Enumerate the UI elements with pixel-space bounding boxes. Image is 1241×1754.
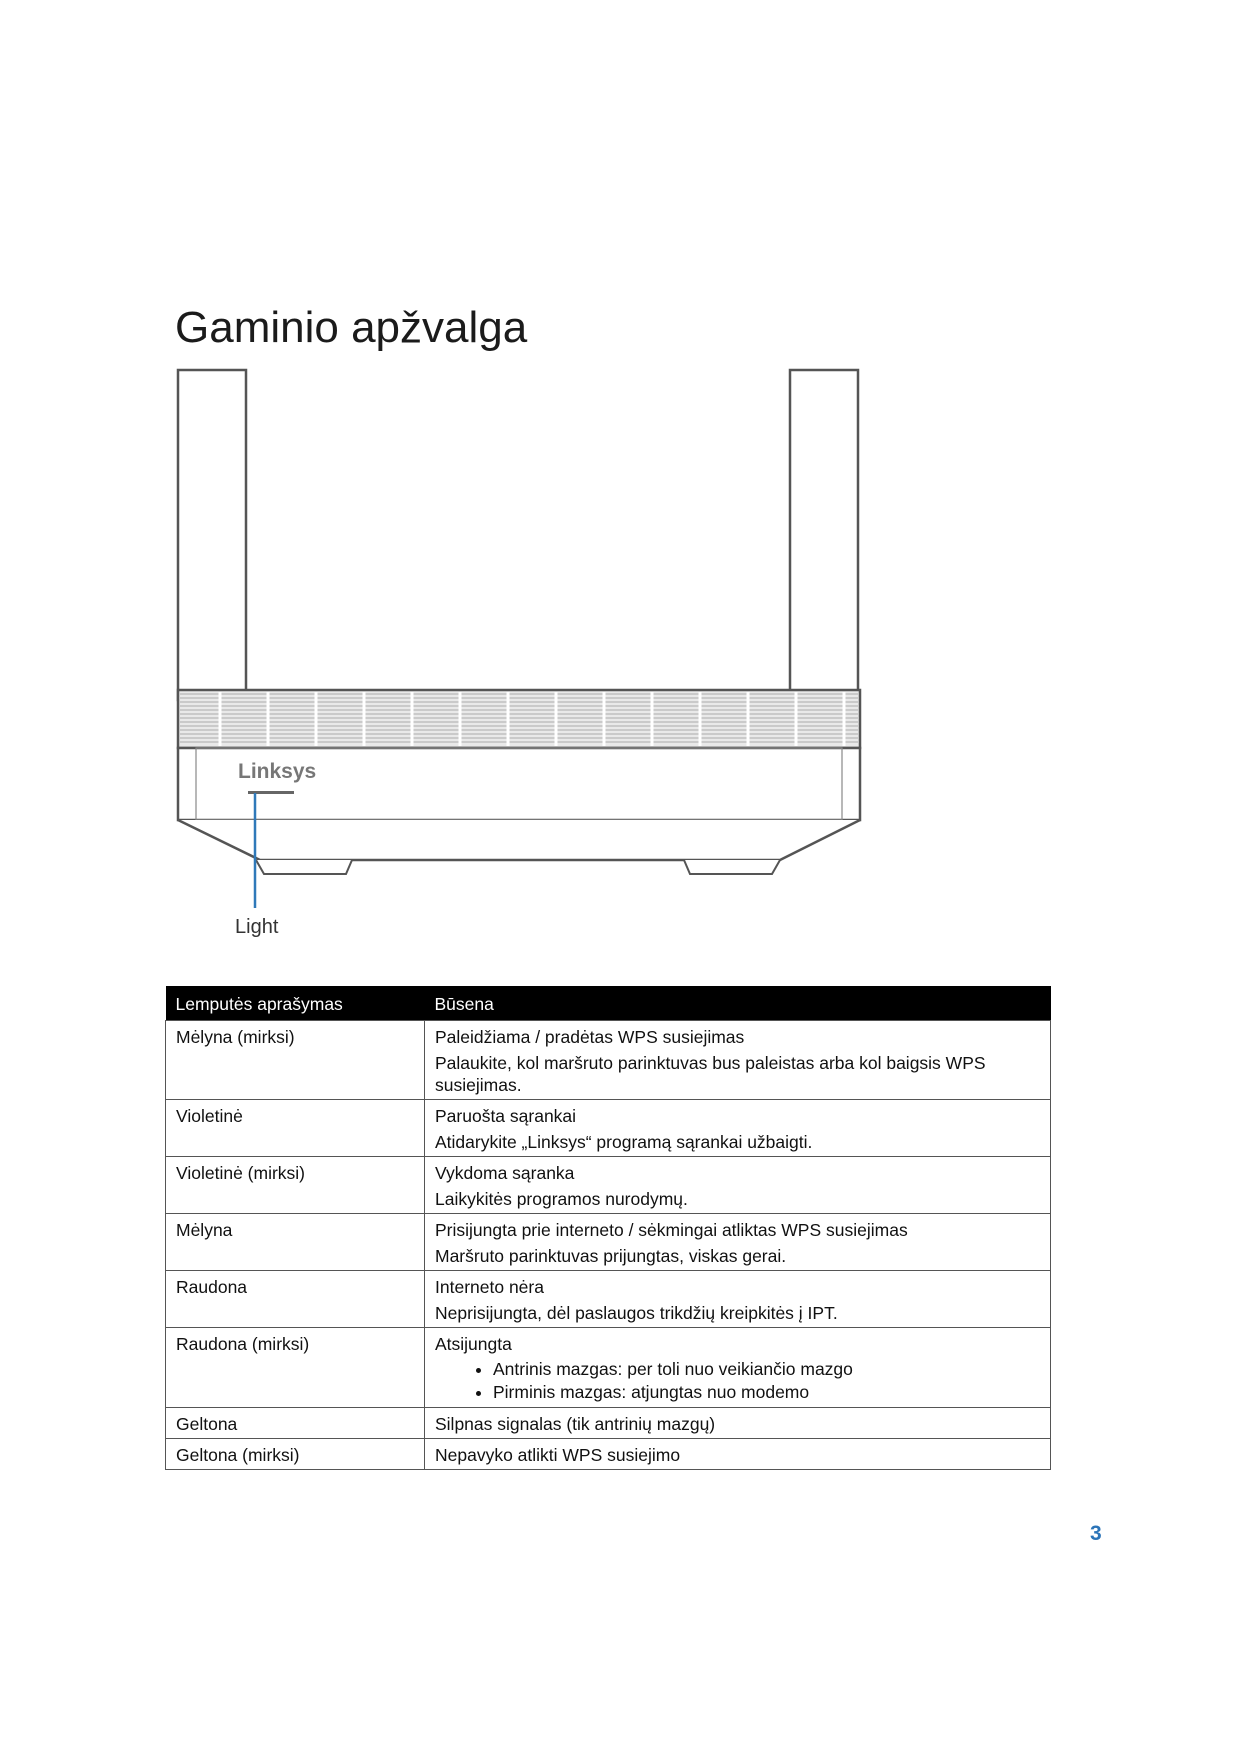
status-text: Silpnas signalas (tik antrinių mazgų) bbox=[435, 1414, 716, 1434]
status-detail: Maršruto parinktuvas prijungtas, viskas gerai. bbox=[435, 1246, 787, 1266]
led-status bbox=[425, 1157, 1051, 1214]
page-title: Gaminio apžvalga bbox=[175, 303, 528, 352]
status-text: Vykdoma sąranka bbox=[435, 1163, 575, 1183]
led-name: Violetinė bbox=[166, 1100, 425, 1157]
router-illustration bbox=[160, 360, 1220, 940]
led-status bbox=[425, 1021, 1051, 1100]
led-status bbox=[425, 1100, 1051, 1157]
header-status: Būsena bbox=[425, 986, 1051, 1021]
led-name: Geltona (mirksi) bbox=[166, 1439, 425, 1470]
status-text: Paruošta sąrankai bbox=[435, 1106, 577, 1126]
led-status bbox=[425, 1439, 1051, 1470]
table-row bbox=[166, 1439, 1051, 1470]
status-text: Nepavyko atlikti WPS susiejimo bbox=[435, 1445, 681, 1465]
status-text: Prisijungta prie interneto / sėkmingai atliktas WPS susiejimas bbox=[435, 1220, 908, 1240]
status-detail: Neprisijungta, dėl paslaugos trikdžių kreipkitės į IPT. bbox=[435, 1303, 838, 1323]
left-antenna bbox=[178, 370, 246, 700]
table-row bbox=[166, 1214, 1051, 1271]
page-number: 3 bbox=[1090, 1522, 1102, 1545]
router-body bbox=[178, 748, 860, 820]
status-detail: Laikykitės programos nurodymų. bbox=[435, 1189, 688, 1209]
led-name: Geltona bbox=[166, 1408, 425, 1439]
led-status-table bbox=[165, 986, 1051, 1470]
table-row bbox=[166, 1328, 1051, 1408]
led-name: Mėlyna (mirksi) bbox=[166, 1021, 425, 1100]
light-callout-label: Light bbox=[235, 916, 279, 938]
status-detail: Atidarykite „Linksys“ programą sąrankai užbaigti. bbox=[435, 1132, 813, 1152]
status-bullet-list bbox=[435, 1358, 1040, 1403]
status-detail: Palaukite, kol maršruto parinktuvas bus paleistas arba kol baigsis WPS susiejimas. bbox=[435, 1053, 986, 1095]
right-antenna bbox=[790, 370, 858, 700]
vent-band bbox=[178, 690, 860, 748]
router-base bbox=[178, 820, 860, 860]
led-name: Violetinė (mirksi) bbox=[166, 1157, 425, 1214]
table-row bbox=[166, 1408, 1051, 1439]
led-status bbox=[425, 1408, 1051, 1439]
table-row bbox=[166, 1021, 1051, 1100]
left-foot bbox=[256, 860, 352, 874]
status-text: Atsijungta bbox=[435, 1334, 512, 1354]
router-drawing bbox=[160, 360, 1220, 940]
list-item: • Pirminis mazgas: atjungtas nuo modemo bbox=[493, 1381, 1040, 1403]
status-text: Interneto nėra bbox=[435, 1277, 544, 1297]
brand-logo: Linksys bbox=[238, 760, 317, 783]
table-header-row bbox=[166, 986, 1051, 1021]
led-status bbox=[425, 1271, 1051, 1328]
led-name: Raudona (mirksi) bbox=[166, 1328, 425, 1408]
header-led-description: Lemputės aprašymas bbox=[166, 986, 425, 1021]
led-status bbox=[425, 1214, 1051, 1271]
table-row bbox=[166, 1157, 1051, 1214]
table-row bbox=[166, 1100, 1051, 1157]
status-text: Paleidžiama / pradėtas WPS susiejimas bbox=[435, 1027, 745, 1047]
led-status bbox=[425, 1328, 1051, 1408]
table-row bbox=[166, 1271, 1051, 1328]
list-item: • Antrinis mazgas: per toli nuo veikiančio mazgo bbox=[493, 1358, 1040, 1380]
led-name: Mėlyna bbox=[166, 1214, 425, 1271]
led-name: Raudona bbox=[166, 1271, 425, 1328]
right-foot bbox=[684, 860, 780, 874]
